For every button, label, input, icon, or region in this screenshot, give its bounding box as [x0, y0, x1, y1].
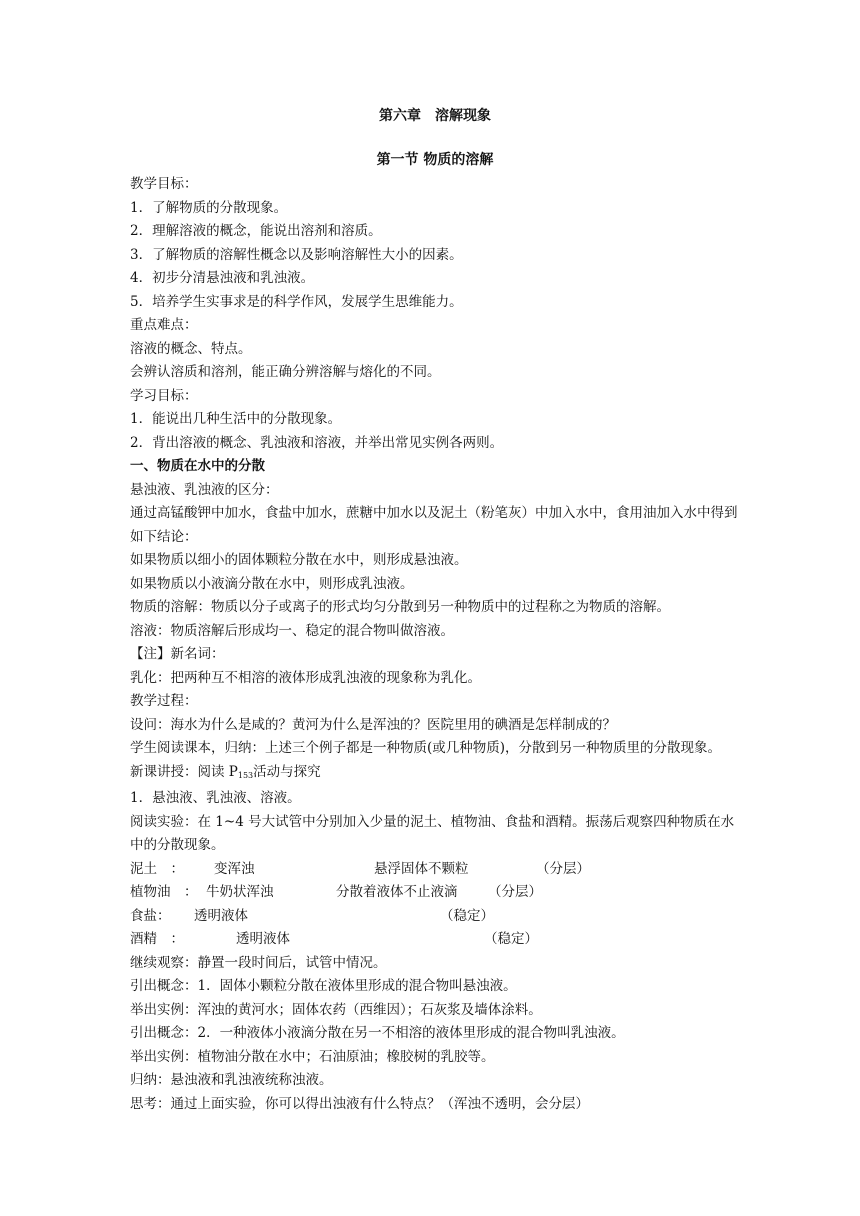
- text-line: 2．背出溶液的概念、乳浊液和溶液，并举出常见实例各两则。: [130, 434, 504, 451]
- text-line: 教学过程：: [130, 693, 198, 709]
- substance-appearance: 透明液体: [194, 907, 248, 924]
- substance-appearance: 透明液体: [236, 931, 290, 947]
- text-line: 学习目标：: [130, 387, 198, 404]
- experiment-row: [130, 928, 740, 952]
- text-paragraph: 阅读实验：在 1~4 号大试管中分别加入少量的泥土、植物油、食盐和酒精。振荡后观察四种物质在水中的分散现象。: [130, 813, 735, 853]
- reading-line: [130, 761, 740, 788]
- text-line: 1．能说出几种生活中的分散现象。: [130, 411, 342, 427]
- text-line: 溶液：物质溶解后形成均一、稳定的混合物叫做溶液。: [130, 622, 454, 639]
- substance-result: （分层）: [536, 860, 590, 877]
- substance-name: 植物油 ：: [130, 884, 198, 900]
- text-line: 举出实例：浑浊的黄河水；固体农药（西维因）；石灰浆及墙体涂料。: [130, 1001, 542, 1018]
- text-line: 4．初步分清悬浊液和乳浊液。: [130, 270, 315, 286]
- section-heading: 一、物质在水中的分散: [130, 458, 265, 474]
- text-line: 1．悬浊液、乳浊液、溶液。: [130, 790, 301, 806]
- text-line: 物质的溶解：物质以分子或离子的形式均匀分散到另一种物质中的过程称之为物质的溶解。: [130, 599, 670, 615]
- experiment-row: [130, 881, 740, 905]
- substance-result: （分层）: [488, 884, 542, 900]
- text-paragraph: 通过高锰酸钾中加水，食盐中加水，蔗糖中加水以及泥土（粉笔灰）中加入水中，食用油加入水中得到如下结论：: [130, 505, 738, 545]
- text-line: 如果物质以细小的固体颗粒分散在水中，则形成悬浊液。: [130, 552, 468, 568]
- chapter-title: 第六章 溶解现象: [379, 108, 491, 124]
- page-subscript: 153: [237, 770, 254, 780]
- text-line: 重点难点：: [130, 317, 198, 333]
- text-line: 继续观察：静置一段时间后，试管中情况。: [130, 954, 387, 971]
- reading-suffix: 活动与探究: [253, 763, 321, 780]
- substance-name: 酒精 ：: [130, 931, 184, 947]
- text-line: 教学目标：: [130, 176, 198, 192]
- text-line: 举出实例：植物油分散在水中；石油原油；橡胶树的乳胶等。: [130, 1048, 495, 1065]
- text-line: 归纳：悬浊液和乳浊液统称浊液。: [130, 1072, 333, 1088]
- text-line: 乳化：把两种互不相溶的液体形成乳浊液的现象称为乳化。: [130, 669, 481, 686]
- document-page: [130, 100, 740, 1116]
- experiment-row: [130, 858, 740, 882]
- text-line: 悬浊液、乳浊液的区分：: [130, 481, 279, 498]
- text-line: 5．培养学生实事求是的科学作风，发展学生思维能力。: [130, 293, 463, 310]
- text-line: 【注】新名词：: [130, 646, 225, 662]
- substance-detail: 悬浮固体不颗粒: [374, 860, 469, 877]
- substance-result: （稳定）: [484, 931, 538, 947]
- text-line: 设问：海水为什么是咸的？黄河为什么是浑浊的？医院里用的碘酒是怎样制成的？: [130, 716, 616, 733]
- section-title: 第一节 物质的溶解: [376, 151, 494, 168]
- substance-name: 食盐：: [130, 907, 171, 924]
- text-line: 引出概念：1．固体小颗粒分散在液体里形成的混合物叫悬浊液。: [130, 978, 517, 994]
- substance-appearance: 牛奶状浑浊: [206, 884, 274, 900]
- text-line: 1．了解物质的分散现象。: [130, 199, 288, 216]
- text-line: 引出概念：2．一种液体小液滴分散在另一不相溶的液体里形成的混合物叫乳浊液。: [130, 1025, 625, 1041]
- text-paragraph: 学生阅读课本，归纳：上述三个例子都是一种物质(或几种物质)，分散到另一种物质里的分散现象。: [130, 740, 722, 756]
- text-line: 3．了解物质的溶解性概念以及影响溶解性大小的因素。: [130, 246, 463, 263]
- reading-prefix: 新课讲授：阅读 P: [130, 763, 238, 780]
- text-line: 思考：通过上面实验，你可以得出浊液有什么特点？（浑浊不透明，会分层）: [130, 1095, 589, 1112]
- substance-detail: 分散着液体不止液滴: [336, 884, 458, 900]
- substance-name: 泥土 ：: [130, 860, 184, 877]
- substance-appearance: 变浑浊: [214, 860, 255, 877]
- text-line: 2．理解溶液的概念，能说出溶剂和溶质。: [130, 223, 382, 239]
- substance-result: （稳定）: [440, 907, 494, 924]
- text-line: 会辨认溶质和溶剂，能正确分辨溶解与熔化的不同。: [130, 364, 441, 380]
- text-line: 溶液的概念、特点。: [130, 340, 252, 357]
- text-line: 如果物质以小液滴分散在水中，则形成乳浊液。: [130, 575, 414, 592]
- experiment-row: [130, 905, 740, 929]
